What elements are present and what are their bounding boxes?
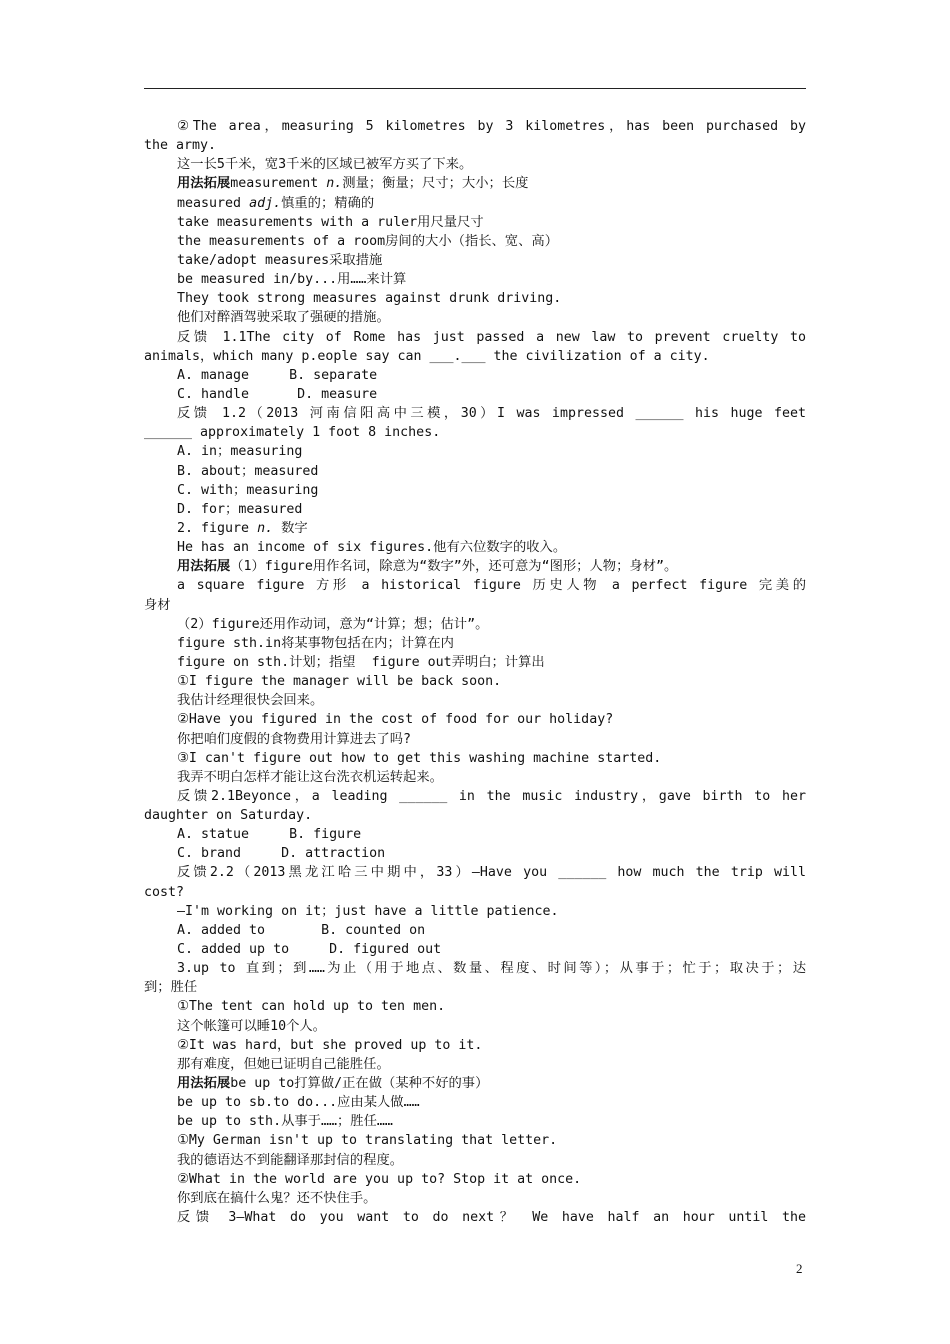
text-span: They took strong measures against drunk driving. [177,291,562,307]
text-span: B. about；measured [177,463,319,479]
text-span: ②It was hard，but she proved up to it. [177,1037,483,1053]
text-line [144,576,806,595]
text-line [144,174,806,193]
header-rule [144,88,806,89]
text-line [144,749,806,768]
text-span: （2）figure还用作动词，意为“计算；想；估计”。 [177,616,489,632]
text-span: 反馈 1.2（2013 河南信阳高中三模，30）I was impressed ______ his huge feet [177,406,806,422]
text-span: 这个帐篷可以睡10个人。 [177,1018,326,1034]
text-span: measured [177,195,250,211]
text-span: 反馈2.2（2013黑龙江哈三中期中，33）—Have you ______ how much the trip will [177,865,806,881]
text-span: ②The area，measuring 5 kilometres by 3 kilometres，has been purchased by [177,119,806,134]
document-body [144,117,806,1227]
text-span: C. brand D. attraction [177,846,386,862]
text-span: the army. [144,138,217,154]
text-line [144,1112,806,1131]
text-span: 3.up to 直到；到……为止（用于地点、数量、程度、时间等）；从事于；忙于；取决于；达 [177,961,806,977]
text-span: adj. [249,195,282,211]
text-line [144,366,806,385]
text-line [144,1055,806,1074]
text-line [144,251,806,270]
text-span: 我弄不明白怎样才能让这台洗衣机运转起来。 [177,769,443,785]
text-line [144,806,806,825]
text-span: 他们对醉酒驾驶采取了强硬的措施。 [177,310,390,326]
text-line [144,1074,806,1093]
text-span: daughter on Saturday. [144,808,313,824]
text-span: 反馈 1.1The city of Rome has just passed a new law to prevent cruelty to [177,329,806,345]
text-span: a square figure 方形 a historical figure 历史人物 a perfect figure 完美的 [177,578,806,594]
text-span: 我的德语达不到能翻译那封信的程度。 [177,1152,404,1168]
text-span: A. added to B. counted on [177,922,426,938]
text-span: ③I can't figure out how to get this washing machine started. [177,750,662,766]
text-line [144,423,806,442]
text-span: A. manage B. separate [177,367,378,383]
text-line [144,844,806,863]
text-span: 慎重的；精确的 [281,195,375,211]
text-line [144,940,806,959]
page-number: 2 [796,1261,803,1276]
text-line [144,308,806,327]
text-line [144,557,806,576]
text-span: 测量；衡量；尺寸；大小；长度 [342,176,529,192]
text-span: be up to打算做/正在做（某种不好的事） [230,1076,489,1092]
text-span: 数字 [273,520,308,536]
text-line [144,1208,806,1227]
text-span: 到；胜任 [144,980,198,996]
text-line [144,462,806,481]
text-line [144,768,806,787]
text-line [144,863,806,882]
text-span: He has an income of six figures.他有六位数字的收入。 [177,540,567,556]
text-line [144,538,806,557]
text-span: A. statue B. figure [177,827,362,843]
text-span: figure on sth.计划；指望 figure out弄明白；计算出 [177,654,545,670]
text-line [144,500,806,519]
text-line [144,385,806,404]
text-span: figure sth.in将某事物包括在内；计算在内 [177,635,454,651]
text-span: 这一长5千米，宽3千米的区域已被军方买了下来。 [177,157,473,173]
text-line [144,921,806,940]
text-line [144,883,806,902]
text-line [144,136,806,155]
text-line [144,194,806,213]
text-line [144,1017,806,1036]
text-line [144,519,806,538]
text-span: ①The tent can hold up to ten men. [177,999,446,1015]
text-line [144,634,806,653]
text-span: 反馈 3—What do you want to do next？ We have half an hour until the [177,1210,806,1226]
text-line [144,997,806,1016]
text-line [144,615,806,634]
text-span: take/adopt measures采取措施 [177,252,383,268]
text-line [144,117,806,136]
text-line [144,1036,806,1055]
text-line [144,155,806,174]
text-line [144,653,806,672]
text-line [144,289,806,308]
text-line [144,270,806,289]
text-span: ②Have you figured in the cost of food for our holiday? [177,712,614,728]
text-line [144,710,806,729]
text-line [144,902,806,921]
text-span: the measurements of a room房间的大小（指长、宽、高） [177,233,558,249]
text-span: ______ approximately 1 foot 8 inches. [144,425,441,441]
text-span: measurement [230,176,327,192]
text-span: C. added up to D. figured out [177,942,442,958]
section-label: 用法拓展 [177,176,231,192]
text-line [144,1189,806,1208]
text-span: ②What in the world are you up to? Stop it at once. [177,1171,582,1187]
text-line [144,730,806,749]
text-line [144,691,806,710]
text-line [144,232,806,251]
text-line [144,404,806,423]
text-span: be up to sb.to do...应由某人做…… [177,1095,420,1111]
text-line [144,596,806,615]
text-span: ①My German isn't up to translating that letter. [177,1133,558,1149]
text-line [144,213,806,232]
text-line [144,825,806,844]
text-span: be measured in/by...用……来计算 [177,272,407,288]
text-span: n. [326,176,343,192]
text-span: 我估计经理很快会回来。 [177,693,324,709]
text-span: C. with；measuring [177,482,319,498]
text-span: D. for；measured [177,501,303,517]
text-line [144,481,806,500]
text-span: 2. figure [177,520,258,536]
text-line [144,328,806,347]
text-span: C. handle D. measure [177,386,378,402]
text-line [144,1170,806,1189]
text-span: be up to sth.从事于……；胜任…… [177,1114,393,1130]
text-line [144,442,806,461]
text-line [144,1151,806,1170]
text-span: take measurements with a ruler用尺量尺寸 [177,214,484,230]
text-span: 反馈2.1Beyonce，a leading ______ in the music industry，gave birth to her [177,788,806,804]
text-span: A. in；measuring [177,444,303,460]
text-line [144,347,806,366]
section-label: 用法拓展 [177,1076,231,1092]
text-line [144,1131,806,1150]
text-span: —I'm working on it；just have a little patience. [177,903,559,919]
text-span: animals，which many p.eople say can ___.___ the civilization of a city. [144,348,710,364]
text-span: n. [257,520,274,536]
text-line [144,959,806,978]
text-line [144,787,806,806]
text-line [144,978,806,997]
text-line [144,672,806,691]
text-span: 你把咱们度假的食物费用计算进去了吗? [177,731,412,747]
text-span: 你到底在搞什么鬼？还不快住手。 [177,1190,377,1206]
text-span: cost? [144,884,185,900]
text-span: ①I figure the manager will be back soon. [177,674,502,690]
text-line [144,1093,806,1112]
section-label: 用法拓展 [177,559,231,575]
text-span: 身材 [144,597,171,613]
text-span: （1）figure用作名词，除意为“数字”外，还可意为“图形；人物；身材”。 [230,559,678,575]
text-span: 那有难度，但她已证明自己能胜任。 [177,1056,390,1072]
